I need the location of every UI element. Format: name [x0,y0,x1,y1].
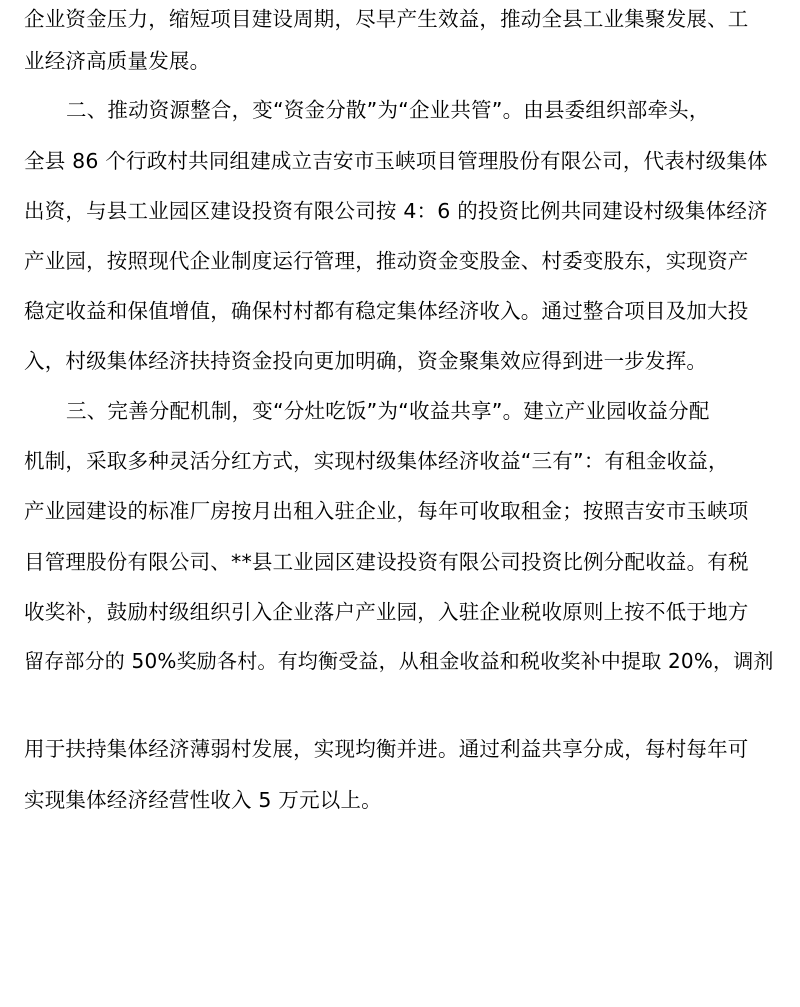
paragraph-heading-line: 二、推动资源整合，变“资金分散”为“企业共管”。由县委组织部牵头， [66,98,710,122]
text-line: 企业资金压力，缩短项目建设周期，尽早产生效益，推动全县工业集聚发展、工 [24,7,749,31]
text-line: 用于扶持集体经济薄弱村发展，实现均衡并进。通过利益共享分成，每村每年可 [24,737,749,761]
text-line: 出资，与县工业园区建设投资有限公司按 4：6 的投资比例共同建设村级集体经济 [24,199,768,223]
text-line: 业经济高质量发展。 [24,49,211,73]
text-line: 稳定收益和保值增值，确保村村都有稳定集体经济收入。通过整合项目及加大投 [24,299,749,323]
text-line: 全县 86 个行政村共同组建成立吉安市玉峡项目管理股份有限公司，代表村级集体 [24,149,768,173]
text-line: 留存部分的 50%奖励各村。有均衡受益，从租金收益和税收奖补中提取 20%，调剂 [24,649,774,673]
text-line: 入，村级集体经济扶持资金投向更加明确，资金聚集效应得到进一步发挥。 [24,349,708,373]
text-line: 实现集体经济经营性收入 5 万元以上。 [24,788,382,812]
text-line: 目管理股份有限公司、**县工业园区建设投资有限公司投资比例分配收益。有税 [24,550,749,574]
text-line: 收奖补，鼓励村级组织引入企业落户产业园，入驻企业税收原则上按不低于地方 [24,600,749,624]
paragraph-heading-line: 三、完善分配机制，变“分灶吃饭”为“收益共享”。建立产业园收益分配 [66,399,710,423]
text-line: 机制，采取多种灵活分红方式，实现村级集体经济收益“三有”：有租金收益， [24,449,729,473]
text-line: 产业园，按照现代企业制度运行管理，推动资金变股金、村委变股东，实现资产 [24,249,749,273]
text-line: 产业园建设的标准厂房按月出租入驻企业，每年可收取租金；按照吉安市玉峡项 [24,499,749,523]
